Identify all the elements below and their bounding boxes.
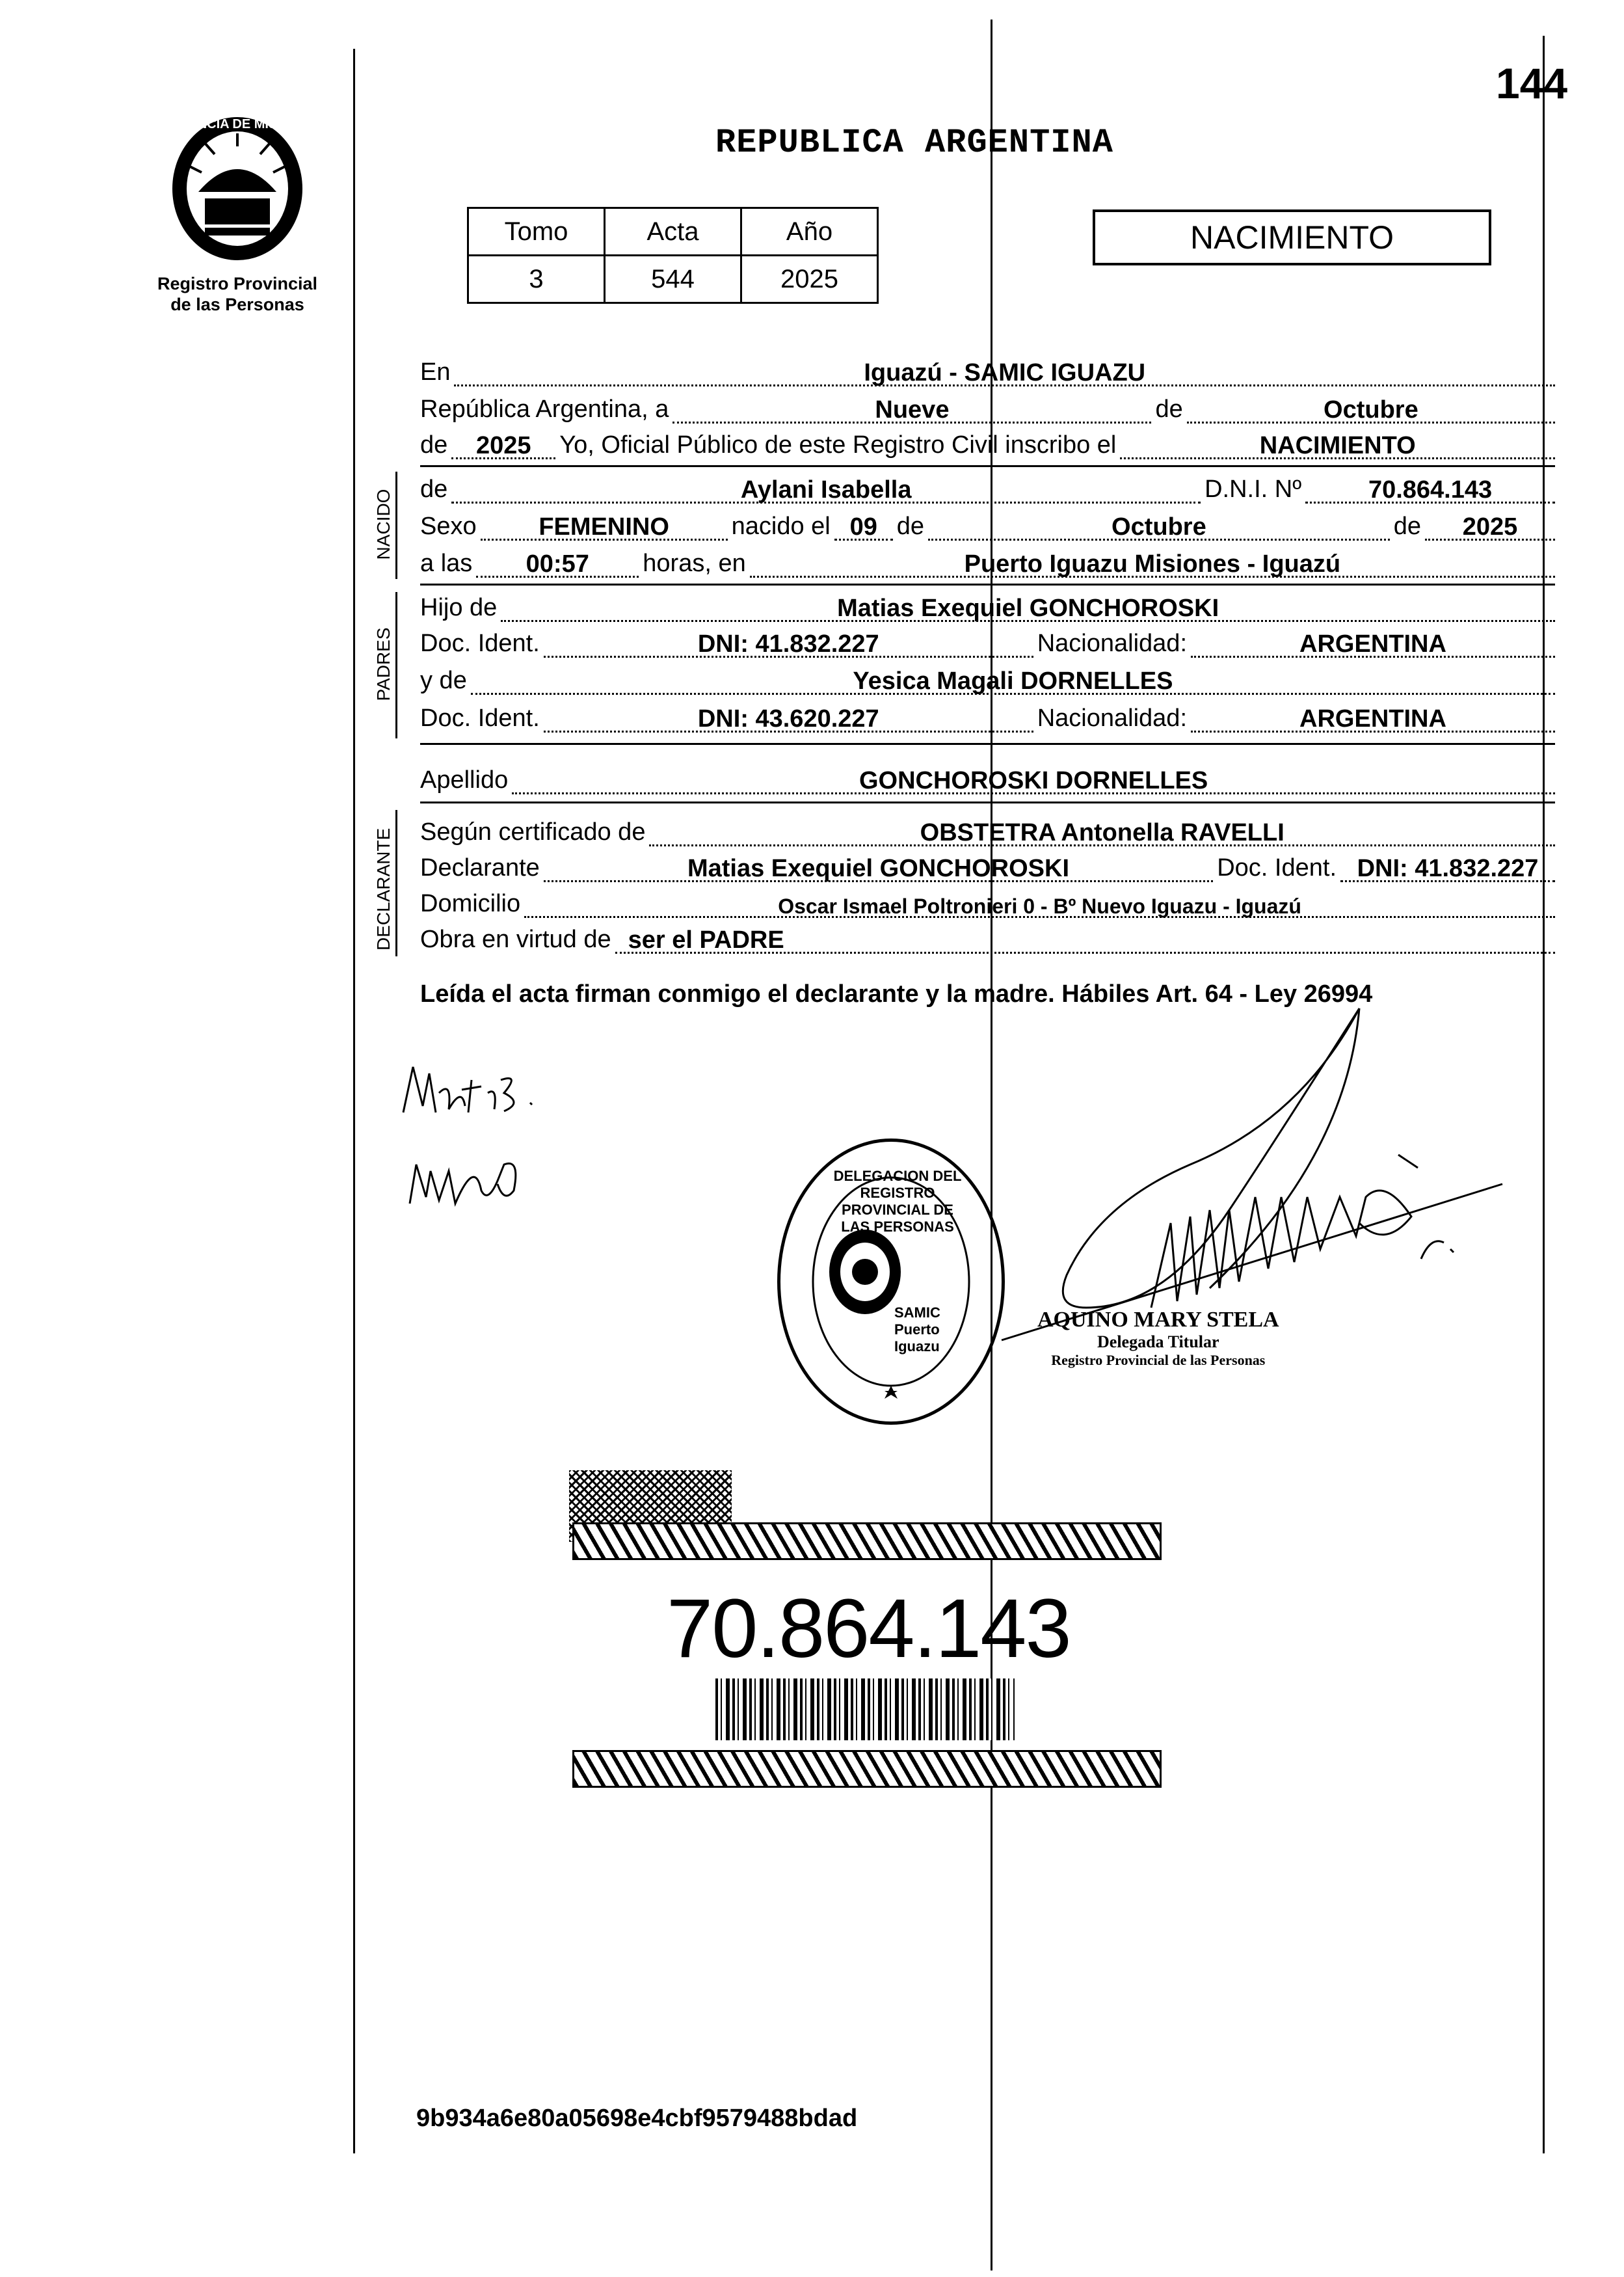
father-nat-label: Nacionalidad: bbox=[1037, 630, 1187, 657]
declarante-section-label: DECLARANTE bbox=[373, 828, 393, 950]
row-y-de bbox=[420, 665, 1555, 695]
mother-fill bbox=[471, 667, 1555, 695]
seal-lettering: PROVINCIA DE MISIONES bbox=[157, 117, 318, 131]
provincial-seal bbox=[143, 107, 332, 315]
stamp-outer-text: DELEGACION DEL REGISTRO PROVINCIAL DE LAS PERSONAS bbox=[833, 1168, 962, 1235]
divider-1 bbox=[420, 465, 1555, 467]
mother-nat-value: ARGENTINA bbox=[1299, 705, 1446, 733]
stamp-inner-text: SAMIC Puerto Iguazu bbox=[894, 1304, 940, 1354]
horas-label: horas, en bbox=[643, 550, 746, 577]
row-hora bbox=[420, 548, 1555, 578]
month-value: Octubre bbox=[1324, 396, 1418, 424]
name-fill bbox=[451, 476, 1201, 504]
birth-month-value: Octubre bbox=[1112, 513, 1206, 541]
hijo-label: Hijo de bbox=[420, 594, 498, 621]
nacido-de-label: de bbox=[420, 476, 448, 503]
row-republica bbox=[420, 394, 1555, 424]
father-name-value: Matias Exequiel GONCHOROSKI bbox=[837, 595, 1219, 622]
official-office: Registro Provincial de las Personas bbox=[1051, 1352, 1266, 1368]
father-fill bbox=[501, 595, 1555, 622]
apellido-value: GONCHOROSKI DORNELLES bbox=[859, 767, 1208, 794]
domicilio-fill bbox=[524, 896, 1555, 918]
id-number-large: 70.864.143 bbox=[667, 1582, 1071, 1675]
inscribo-label: Yo, Oficial Público de este Registro Civil inscribo el bbox=[559, 431, 1117, 459]
en-value: Iguazú - SAMIC IGUAZU bbox=[864, 359, 1146, 386]
record-table bbox=[467, 207, 879, 304]
official-role: Delegada Titular bbox=[1097, 1332, 1219, 1351]
official-signature-block bbox=[1037, 1308, 1279, 1369]
father-doc-label: Doc. Ident. bbox=[420, 630, 540, 657]
official-name: AQUINO MARY STELA bbox=[1037, 1308, 1279, 1332]
birth-year-value: 2025 bbox=[1462, 513, 1518, 541]
birth-day-fill bbox=[834, 513, 893, 541]
birth-place-value: Puerto Iguazu Misiones - Iguazú bbox=[964, 550, 1341, 578]
nacido-name-value: Aylani Isabella bbox=[740, 476, 912, 504]
father-doc-fill bbox=[544, 630, 1033, 658]
day-fill bbox=[672, 396, 1151, 424]
row-obra bbox=[420, 924, 1555, 954]
birth-month-fill bbox=[928, 513, 1390, 541]
dni-label: D.N.I. Nº bbox=[1205, 476, 1302, 503]
record-value-ano: 2025 bbox=[741, 256, 878, 303]
mother-nat-fill bbox=[1191, 705, 1555, 733]
row-sexo bbox=[420, 511, 1555, 541]
document-hash: 9b934a6e80a05698e4cbf9579488bdad bbox=[416, 2105, 858, 2132]
seal-caption-line2: de las Personas bbox=[170, 295, 304, 314]
nacido-bracket bbox=[395, 472, 397, 579]
security-band-bottom bbox=[572, 1750, 1162, 1788]
sexo-fill bbox=[481, 513, 728, 541]
nacido-el-label: nacido el bbox=[731, 513, 831, 540]
declarante-label: Declarante bbox=[420, 854, 540, 882]
obra-value: ser el PADRE bbox=[628, 926, 784, 954]
sexo-value: FEMENINO bbox=[539, 513, 669, 541]
page-number: 144 bbox=[1496, 59, 1568, 107]
nacido-section-label: NACIDO bbox=[373, 489, 393, 560]
record-header-acta: Acta bbox=[605, 208, 741, 256]
declarante-handwritten-signature bbox=[390, 1054, 572, 1230]
de2-label: de bbox=[420, 431, 448, 459]
declarante-fill bbox=[544, 855, 1213, 882]
mother-doc-value: DNI: 43.620.227 bbox=[697, 705, 879, 733]
apellido-fill bbox=[512, 767, 1555, 794]
y-de-label: y de bbox=[420, 667, 467, 694]
padres-section-label: PADRES bbox=[373, 627, 393, 701]
month-fill bbox=[1187, 396, 1555, 424]
divider-3 bbox=[420, 743, 1555, 745]
cert-fill bbox=[649, 819, 1555, 846]
day-value: Nueve bbox=[875, 396, 950, 424]
mother-doc-label: Doc. Ident. bbox=[420, 705, 540, 732]
declarante-value: Matias Exequiel GONCHOROSKI bbox=[687, 855, 1069, 882]
year-value: 2025 bbox=[476, 432, 531, 459]
row-inscribo bbox=[420, 429, 1555, 459]
row-cert bbox=[420, 816, 1555, 846]
seal-caption-line1: Registro Provincial bbox=[157, 274, 318, 293]
row-apellido bbox=[420, 764, 1555, 794]
page-title: REPUBLICA ARGENTINA bbox=[715, 124, 1113, 162]
father-nat-value: ARGENTINA bbox=[1299, 630, 1446, 658]
mother-name-value: Yesica Magali DORNELLES bbox=[853, 667, 1173, 695]
barcode bbox=[715, 1678, 1015, 1740]
year-fill bbox=[451, 432, 555, 459]
a-las-label: a las bbox=[420, 550, 473, 577]
record-value-acta: 544 bbox=[605, 256, 741, 303]
divider-4 bbox=[420, 802, 1555, 803]
record-type-box: NACIMIENTO bbox=[1093, 209, 1491, 265]
declarante-doc-fill bbox=[1340, 855, 1555, 882]
cert-value: OBSTETRA Antonella RAVELLI bbox=[920, 819, 1285, 846]
declarante-doc-value: DNI: 41.832.227 bbox=[1357, 855, 1539, 882]
father-doc-value: DNI: 41.832.227 bbox=[697, 630, 879, 658]
left-margin-line bbox=[353, 49, 355, 2153]
inscribo-fill bbox=[1120, 432, 1555, 459]
birth-year-fill bbox=[1425, 513, 1555, 541]
misiones-seal-icon bbox=[143, 107, 332, 270]
row-domicilio bbox=[420, 888, 1555, 918]
domicilio-label: Domicilio bbox=[420, 890, 521, 917]
obra-label: Obra en virtud de bbox=[420, 926, 611, 953]
inscribo-value: NACIMIENTO bbox=[1259, 432, 1416, 459]
time-fill bbox=[476, 550, 639, 578]
apellido-label: Apellido bbox=[420, 766, 509, 794]
padres-bracket bbox=[395, 592, 397, 738]
de-label: de bbox=[1155, 396, 1183, 423]
divider-2 bbox=[420, 584, 1555, 586]
row-father-doc bbox=[420, 628, 1555, 658]
en-label: En bbox=[420, 358, 451, 386]
birth-de2-label: de bbox=[1393, 513, 1421, 540]
declarante-doc-label: Doc. Ident. bbox=[1217, 854, 1337, 882]
cert-label: Según certificado de bbox=[420, 818, 646, 846]
security-band-top bbox=[572, 1522, 1162, 1560]
record-header-tomo: Tomo bbox=[468, 208, 605, 256]
dni-fill bbox=[1305, 476, 1555, 504]
birth-day-value: 09 bbox=[849, 513, 877, 541]
obra-fill bbox=[615, 926, 1555, 954]
birth-time-value: 00:57 bbox=[526, 550, 589, 578]
declarante-bracket bbox=[395, 810, 397, 956]
mother-doc-fill bbox=[544, 705, 1033, 733]
row-hijo bbox=[420, 592, 1555, 622]
official-stamp bbox=[777, 1138, 1005, 1425]
mother-nat-label: Nacionalidad: bbox=[1037, 705, 1187, 732]
republica-label: República Argentina, a bbox=[420, 396, 669, 423]
row-mother-doc bbox=[420, 703, 1555, 733]
en-fill bbox=[454, 359, 1555, 386]
legal-text: Leída el acta firman conmigo el declarante y la madre. Hábiles Art. 64 - Ley 26994 bbox=[420, 980, 1373, 1008]
row-nacido-name bbox=[420, 474, 1555, 504]
record-value-tomo: 3 bbox=[468, 256, 605, 303]
place-fill bbox=[750, 550, 1555, 578]
row-declarante bbox=[420, 852, 1555, 882]
father-nat-fill bbox=[1191, 630, 1555, 658]
domicilio-value: Oscar Ismael Poltronieri 0 - Bº Nuevo Iguazu - Iguazú bbox=[778, 895, 1301, 918]
sexo-label: Sexo bbox=[420, 513, 477, 540]
row-en bbox=[420, 357, 1555, 386]
birth-de-label: de bbox=[896, 513, 925, 540]
nacido-dni-value: 70.864.143 bbox=[1368, 476, 1493, 504]
record-header-ano: Año bbox=[741, 208, 878, 256]
